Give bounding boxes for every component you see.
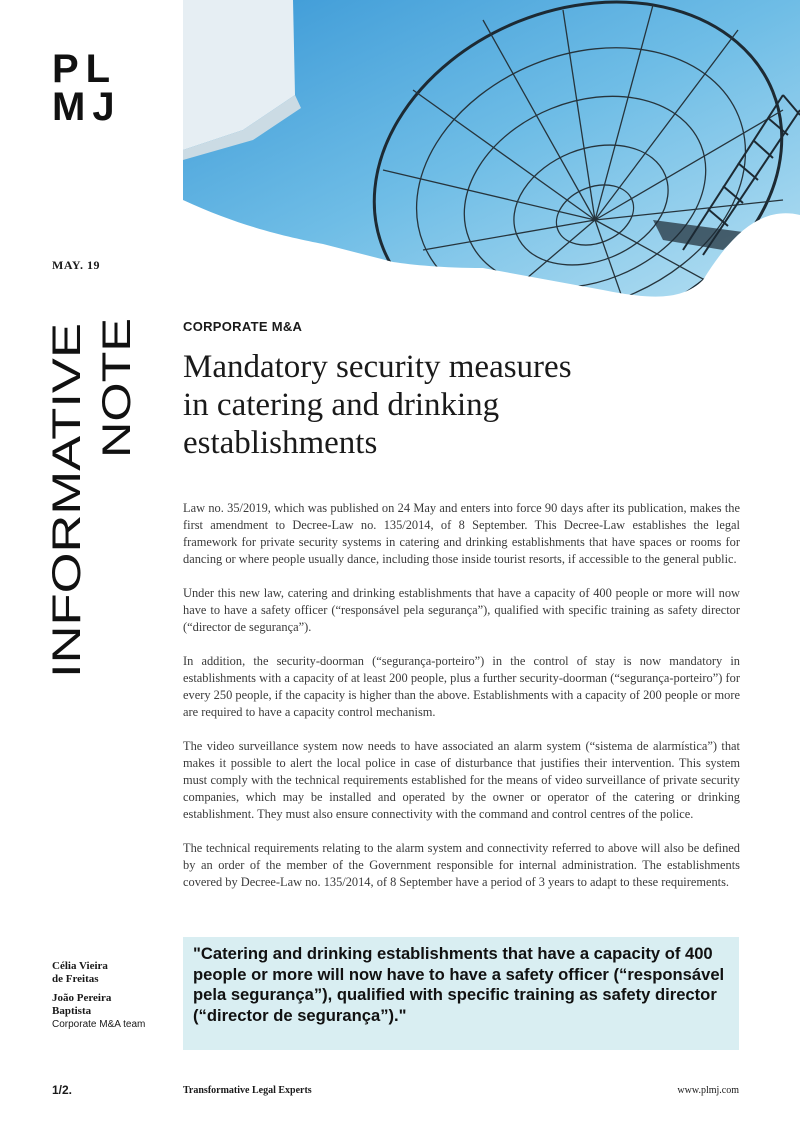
author-name-line: João Pereira — [52, 992, 112, 1004]
plmj-logo — [52, 47, 122, 129]
page-number: 1/2. — [52, 1083, 73, 1097]
sidebar-title-informative-note — [45, 318, 140, 678]
footer-website-link[interactable]: www.plmj.com — [677, 1085, 739, 1096]
pull-quote — [183, 937, 739, 1050]
author-name-line: de Freitas — [52, 973, 99, 985]
hero-image-telescope — [183, 0, 800, 300]
logo-line-1: PL — [52, 47, 118, 91]
body-paragraph: In addition, the security-doorman (“segurança-porteiro”) in the control of stay is now mandatory in establishments with a capacity of at least 200 people, plus a further security-doorman (“segurança-porteiro”) for every 250 people, if the capacity is higher than the above. Establishments with a capacity of 200 people or more are required to have a capacity control mechanism. — [183, 654, 740, 719]
pull-quote-text: "Catering and drinking establishments that have a capacity of 400 people or more will now have to have a safety officer (“responsável pela segurança”), qualified with specific training as safety director (“director de segurança”)." — [193, 944, 725, 1025]
logo-line-2: MJ — [52, 85, 122, 129]
author-name-line: Baptista — [52, 1005, 92, 1017]
body-paragraph: The technical requirements relating to the alarm system and connectivity referred to above will also be defined by an order of the member of the Government responsible for internal administration. The establishments covered by Decree-Law no. 135/2014, of 8 September have a period of 3 years to adapt to these requirements. — [183, 841, 740, 889]
publication-date: MAY. 19 — [52, 258, 100, 272]
authors-block — [52, 960, 145, 1031]
title-line: Mandatory security measures — [183, 349, 572, 385]
sidebar-title-line-2: NOTE — [95, 346, 139, 458]
category-label: CORPORATE M&A — [183, 319, 303, 334]
author-name-line: Célia Vieira — [52, 960, 108, 972]
body-paragraph: Under this new law, catering and drinking establishments that have a capacity of 400 people or more will now have to have a safety officer (“responsável pela segurança”), qualified with specific training as safety director (“director de segurança”). — [183, 586, 740, 634]
title-line: establishments — [183, 425, 378, 461]
sidebar-title-line-1: INFORMATIVE — [45, 407, 89, 678]
team-label: Corporate M&A team — [52, 1019, 146, 1030]
title-line: in catering and drinking — [183, 387, 500, 423]
body-paragraph: Law no. 35/2019, which was published on 24 May and enters into force 90 days after its publication, makes the first amendment to Decree-Law no. 135/2014, of 8 September. This Decree-Law establishes the legal framework for private security systems in catering and drinking establishments that have spaces or rooms for dancing or where people usually dance, including those inside tourist resorts, if accessible to the general public. — [183, 501, 740, 566]
page-title — [183, 348, 743, 462]
body-paragraph: The video surveillance system now needs to have associated an alarm system (“sistema de alarmística”) that makes it possible to alert the local police in case of disturbance that justifies their intervention. This system must comply with the technical requirements established for the means of video surveillance of private security companies, which may be installed and operated by the owner or operator of the catering or drinking establishment. They must also ensure connectivity with the command and control centres of the police. — [183, 739, 740, 821]
article-body — [183, 500, 740, 908]
footer-tagline: Transformative Legal Experts — [183, 1085, 312, 1096]
